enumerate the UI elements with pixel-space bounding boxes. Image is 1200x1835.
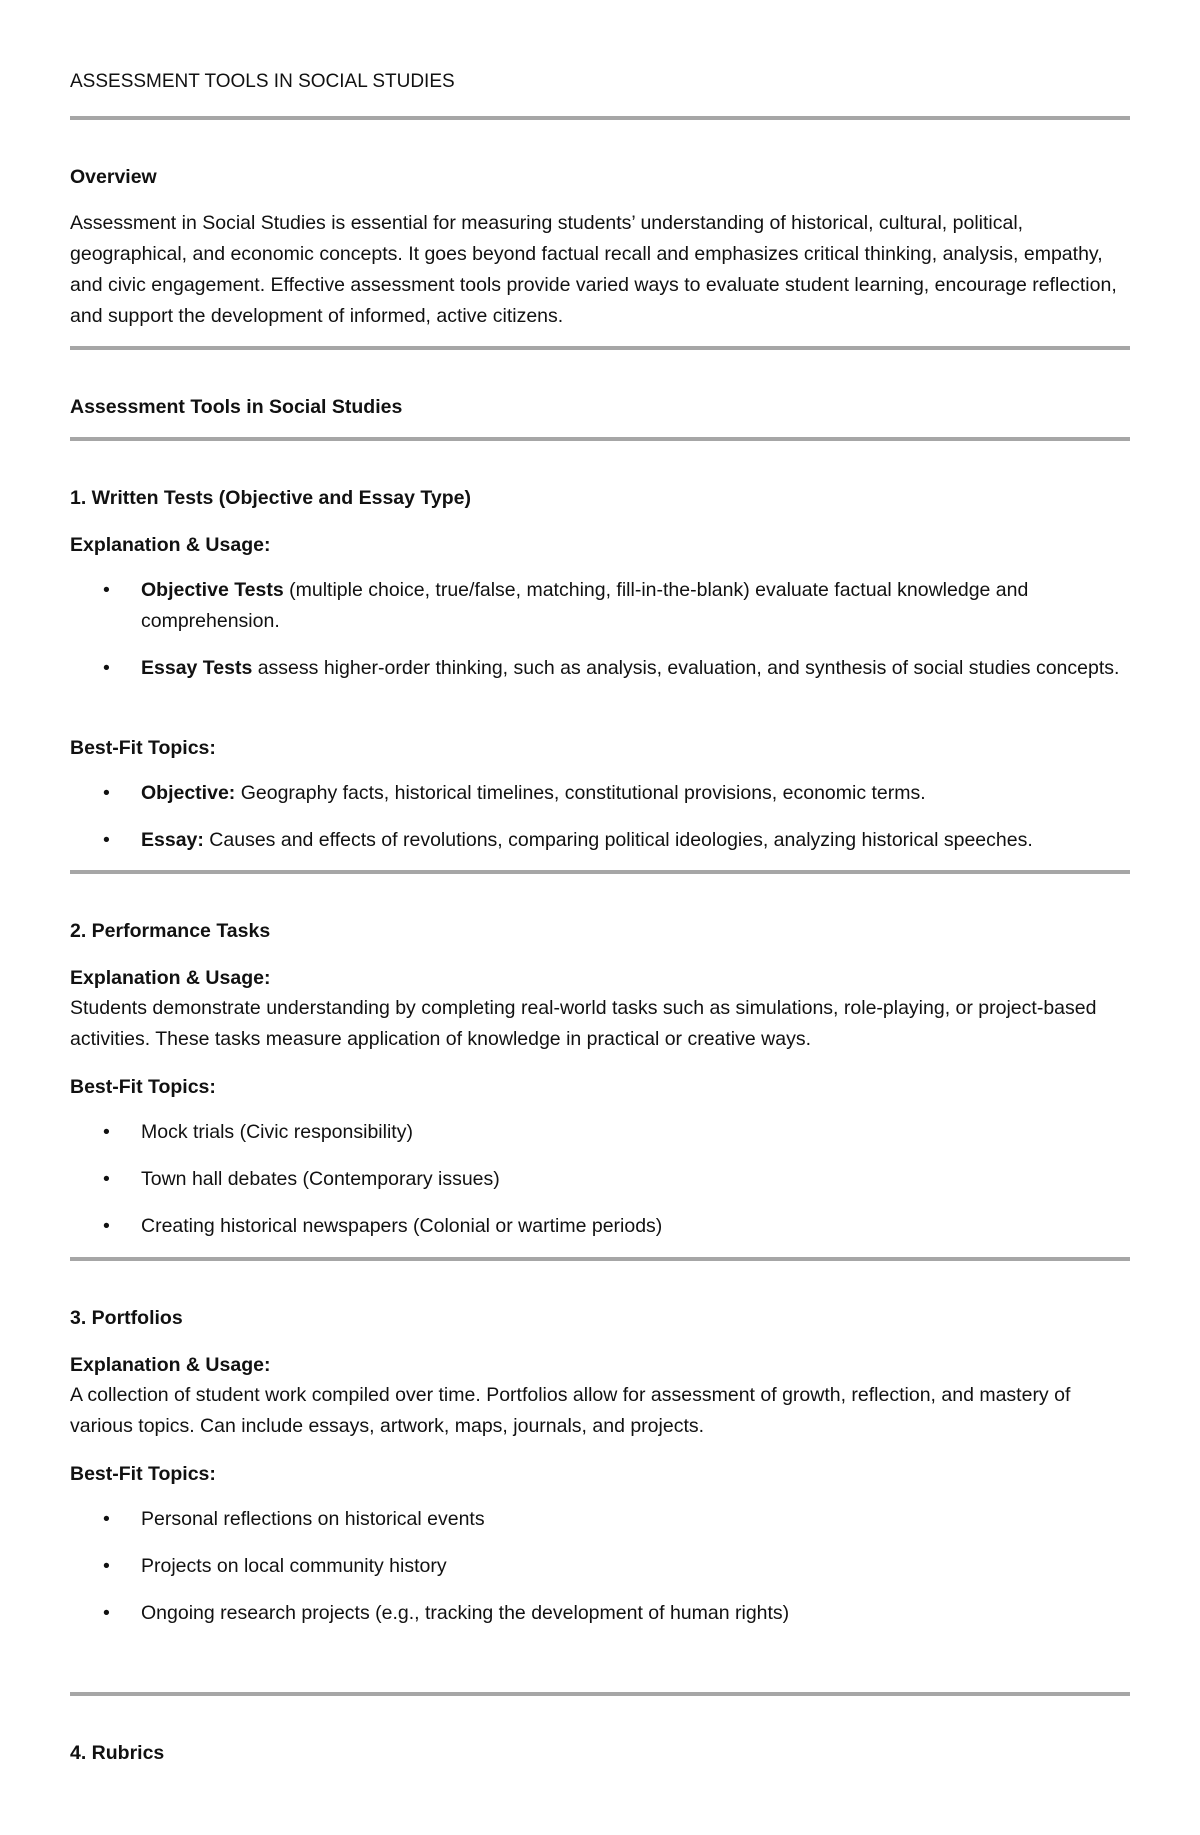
bullet-icon: • <box>103 1121 110 1143</box>
tool-3-topics-label: Best-Fit Topics: <box>70 1463 216 1485</box>
bullet-icon: • <box>103 1508 110 1530</box>
item-text: Causes and effects of revolutions, comparing political ideologies, analyzing historical speeches. <box>203 829 1033 851</box>
list-item <box>70 1551 1130 1582</box>
bullet-icon: • <box>103 579 110 601</box>
bullet-icon: • <box>103 657 110 679</box>
list-item <box>70 653 1130 684</box>
bullet-icon: • <box>103 782 110 804</box>
tool-2-topics-label: Best-Fit Topics: <box>70 1076 216 1098</box>
list-item <box>70 1504 1130 1535</box>
item-text: Geography facts, historical timelines, constitutional provisions, economic terms. <box>235 782 926 804</box>
list-item <box>70 1211 1130 1242</box>
bullet-icon: • <box>103 1555 110 1577</box>
tools-section-heading: Assessment Tools in Social Studies <box>70 396 403 418</box>
item-lead: Essay: <box>141 829 204 851</box>
tool-2-explanation-label: Explanation & Usage: <box>70 967 271 989</box>
list-item <box>70 778 1130 809</box>
item-lead: Essay Tests <box>141 657 253 679</box>
item-text: (multiple choice, true/false, matching, fill-in-the-blank) evaluate factual knowledge and comprehension. <box>141 579 1029 632</box>
bullet-icon: • <box>103 1602 110 1624</box>
tool-1-heading: 1. Written Tests (Objective and Essay Type) <box>70 487 471 509</box>
list-item <box>70 575 1130 637</box>
tool-3-heading: 3. Portfolios <box>70 1307 183 1329</box>
list-item <box>70 825 1130 856</box>
tool-1-explanation-label: Explanation & Usage: <box>70 534 271 556</box>
tool-1-topics-list <box>70 778 1130 872</box>
tool-4-heading: 4. Rubrics <box>70 1742 165 1764</box>
item-text: Ongoing research projects (e.g., tracking the development of human rights) <box>141 1602 790 1624</box>
list-item <box>70 1117 1130 1148</box>
tool-1-topics-label: Best-Fit Topics: <box>70 737 216 759</box>
item-lead: Objective: <box>141 782 236 804</box>
horizontal-rule <box>70 1692 1130 1696</box>
document-title: ASSESSMENT TOOLS IN SOCIAL STUDIES <box>70 71 455 92</box>
tool-3-explanation-text: A collection of student work compiled over time. Portfolios allow for assessment of growth, reflection, and mastery of various topics. Can include essays, artwork, maps, journals, and projects. <box>70 1384 1071 1437</box>
bullet-icon: • <box>103 1168 110 1190</box>
list-item <box>70 1598 1130 1629</box>
item-text: Projects on local community history <box>141 1555 447 1577</box>
horizontal-rule <box>70 870 1130 874</box>
tool-3-explanation-label: Explanation & Usage: <box>70 1354 271 1376</box>
bullet-icon: • <box>103 1215 110 1237</box>
horizontal-rule <box>70 346 1130 350</box>
horizontal-rule <box>70 116 1130 120</box>
tool-3-topics-list <box>70 1504 1130 1645</box>
bullet-icon: • <box>103 829 110 851</box>
item-text: Creating historical newspapers (Colonial or wartime periods) <box>141 1215 663 1237</box>
overview-heading: Overview <box>70 166 157 188</box>
item-text: Personal reflections on historical events <box>141 1508 485 1530</box>
list-item <box>70 1164 1130 1195</box>
item-text: Town hall debates (Contemporary issues) <box>141 1168 500 1190</box>
item-text: Mock trials (Civic responsibility) <box>141 1121 413 1143</box>
tool-2-explanation-text: Students demonstrate understanding by completing real-world tasks such as simulations, role-playing, or project-based activities. These tasks measure application of knowledge in practical or creative ways. <box>70 997 1097 1050</box>
overview-paragraph: Assessment in Social Studies is essential for measuring students’ understanding of historical, cultural, political, geographical, and economic concepts. It goes beyond factual recall and emphasizes critical thinking, analysis, empathy, and civic engagement. Effective assessment tools provide varied ways to evaluate student learning, encourage reflection, and support the development of informed, active citizens. <box>70 212 1117 327</box>
item-text: assess higher-order thinking, such as analysis, evaluation, and synthesis of social studies concepts. <box>252 657 1120 679</box>
tool-1-explanation-list <box>70 575 1130 700</box>
item-lead: Objective Tests <box>141 579 284 601</box>
horizontal-rule <box>70 1257 1130 1261</box>
tool-2-topics-list <box>70 1117 1130 1258</box>
tool-2-heading: 2. Performance Tasks <box>70 920 271 942</box>
horizontal-rule <box>70 437 1130 441</box>
